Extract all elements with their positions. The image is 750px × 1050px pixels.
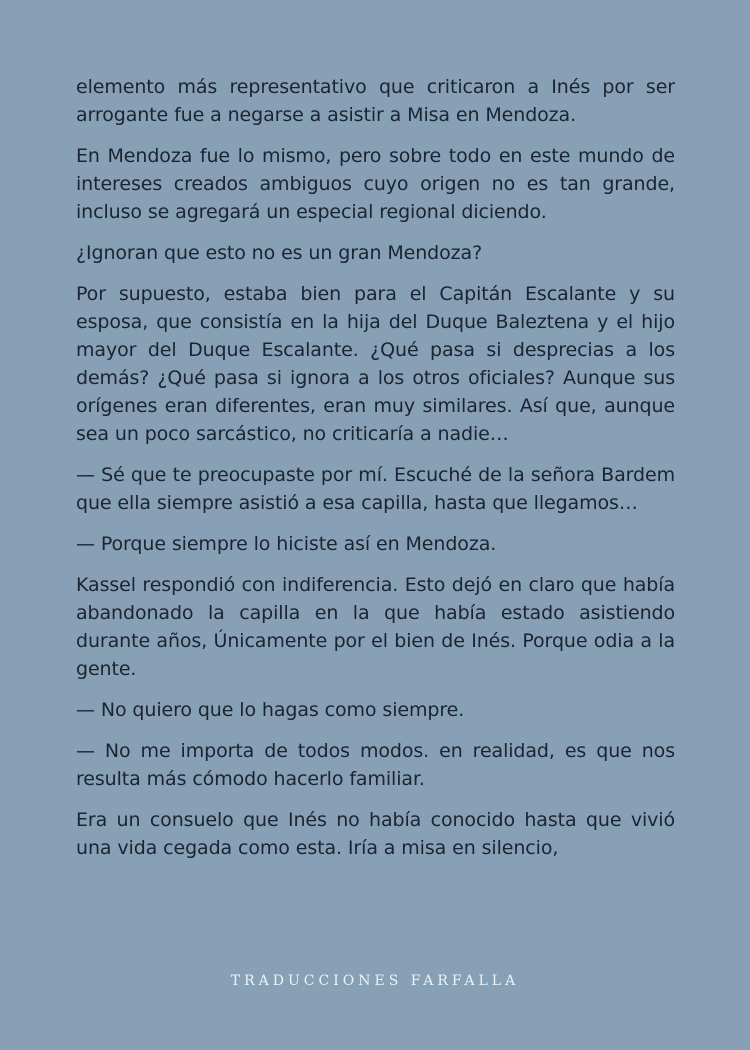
paragraph-6: — Porque siempre lo hiciste así en Mendoza. [76, 533, 497, 555]
paragraph-8: — No quiero que lo hagas como siempre. [76, 699, 465, 721]
paragraph-10: Era un consuelo que Inés no había conocido hasta que vivió una vida cegada como esta. Iría a misa en silencio, [76, 809, 675, 859]
paragraph-3: ¿Ignoran que esto no es un gran Mendoza? [76, 242, 483, 264]
paragraph-5: — Sé que te preocupaste por mí. Escuché de la señora Bardem que ella siempre asistió a esa capilla, hasta que llegamos… [76, 464, 675, 514]
body-text [76, 73, 675, 875]
paragraph-2: En Mendoza fue lo mismo, pero sobre todo en este mundo de intereses creados ambiguos cuyo origen no es tan grande, incluso se agregará un especial regional diciendo. [76, 145, 675, 223]
paragraph-4: Por supuesto, estaba bien para el Capitán Escalante y su esposa, que consistía en la hija del Duque Baleztena y el hijo mayor del Duque Escalante. ¿Qué pasa si desprecias a los demás? ¿Qué pasa si ignora a los otros oficiales? Aunque sus orígenes eran diferentes, eran muy similares. Así que, aunque sea un poco sarcástico, no criticaría a nadie… [76, 283, 675, 445]
paragraph-7: Kassel respondió con indiferencia. Esto dejó en claro que había abandonado la capilla en la que había estado asistiendo durante años, Únicamente por el bien de Inés. Porque odia a la gente. [76, 574, 675, 680]
footer-credit: TRADUCCIONES FARFALLA [230, 973, 520, 989]
paragraph-9: — No me importa de todos modos. en realidad, es que nos resulta más cómodo hacerlo familiar. [76, 740, 675, 790]
paragraph-1: elemento más representativo que criticaron a Inés por ser arrogante fue a negarse a asistir a Misa en Mendoza. [76, 76, 675, 126]
